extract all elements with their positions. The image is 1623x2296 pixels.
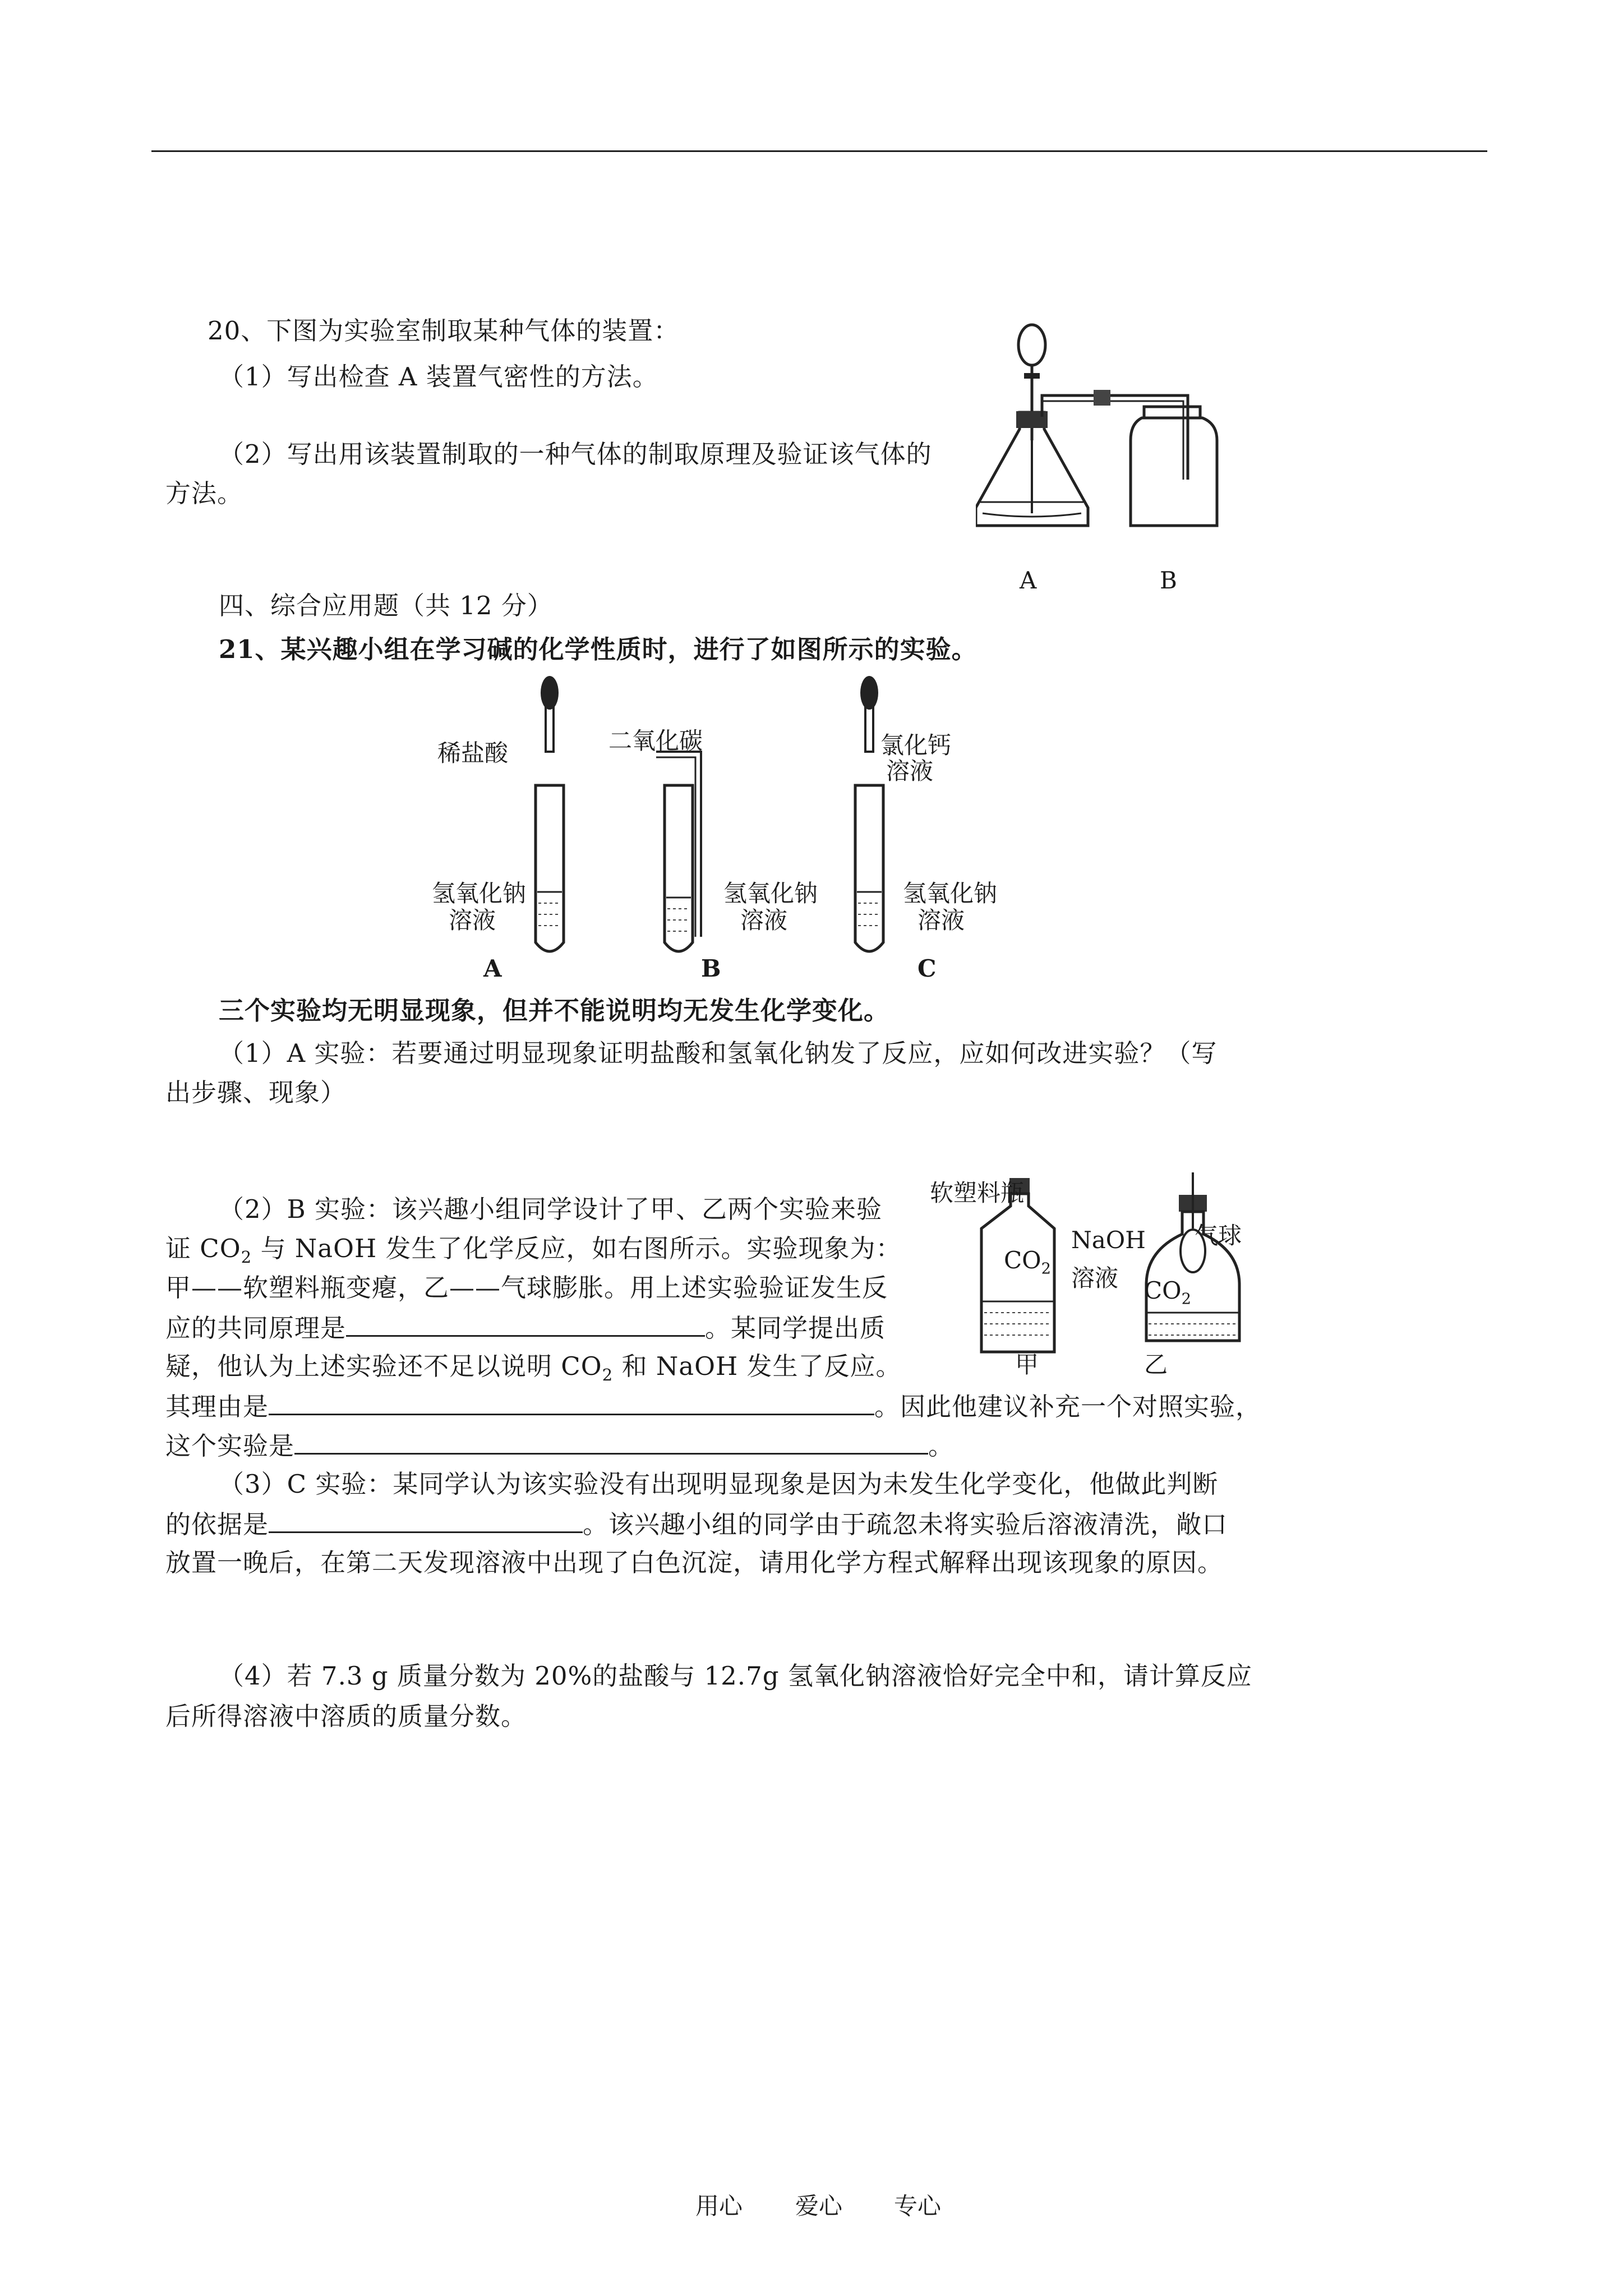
q20-part2-line2: 方法。	[165, 478, 243, 508]
section-title: 四、综合应用题（共 12 分）	[219, 591, 553, 620]
figure-label-a: A	[1020, 567, 1037, 594]
label-naoh-c-2: 溶液	[917, 907, 965, 934]
q21-part2-line4: 应的共同原理是 。某同学提出质	[165, 1310, 886, 1345]
label-naoh-a-1: 氢氧化钠	[432, 880, 527, 907]
q21-part3-line3: 放置一晚后，在第二天发现溶液中出现了白色沉淀，请用化学方程式解释出现该现象的原因。	[165, 1548, 1224, 1577]
q21-part2-line6: 其理由是 。因此他建议补充一个对照实验，	[165, 1389, 1261, 1424]
q21-part2-line3: 甲——软塑料瓶变瘪，乙——气球膨胀。用上述实验验证发生反	[165, 1273, 888, 1303]
label-naoh-b-1: 氢氧化钠	[723, 880, 818, 907]
q20-part2-line1: （2）写出用该装置制取的一种气体的制取原理及验证该气体的	[219, 439, 932, 469]
answer-blank-basis[interactable]	[269, 1507, 583, 1533]
q21-observation: 三个实验均无明显现象，但并不能说明均无发生化学变化。	[219, 996, 890, 1025]
tube-label-a: A	[483, 955, 502, 982]
label-naoh-yi: NaOH	[1071, 1226, 1146, 1254]
label-yi: 乙	[1144, 1351, 1168, 1378]
figure-label-b: B	[1160, 567, 1177, 594]
label-naoh-c-1: 氢氧化钠	[903, 880, 998, 907]
label-balloon: 气球	[1195, 1222, 1242, 1249]
test-tube-figure	[432, 673, 1004, 987]
label-soft-bottle: 软塑料瓶	[930, 1179, 1025, 1207]
gas-apparatus-figure	[976, 311, 1245, 603]
q21-part2-line2: 证 $CO_2$ 与 NaOH 发生了化学反应，如右图所示。实验现象为：	[165, 1234, 902, 1267]
q21-part1-line2: 出步骤、现象）	[165, 1078, 347, 1107]
label-dilute-hcl: 稀盐酸	[437, 739, 509, 767]
q21-part3-line2: 的依据是 。该兴趣小组的同学由于疏忽未将实验后溶液清洗，敞口	[165, 1507, 1228, 1542]
label-solution-yi: 溶液	[1071, 1264, 1119, 1292]
label-naoh-b-2: 溶液	[740, 907, 788, 934]
q20-stem: 20、下图为实验室制取某种气体的装置：	[208, 316, 680, 346]
label-co2-yi: $CO_2$	[1144, 1277, 1191, 1308]
label-naoh-a-2: 溶液	[449, 907, 496, 934]
label-co2-jia: $CO_2$	[1004, 1246, 1051, 1278]
label-jia: 甲	[1015, 1351, 1039, 1378]
label-carbon-dioxide: 二氧化碳	[608, 727, 703, 754]
q21-part2-line1: （2）B 实验：该兴趣小组同学设计了甲、乙两个实验来验	[219, 1194, 883, 1224]
answer-blank-control-experiment[interactable]	[294, 1428, 928, 1455]
footer-word-3: 专心	[894, 2192, 942, 2220]
tube-label-c: C	[917, 955, 937, 982]
q21-part1-line1: （1）A 实验：若要通过明显现象证明盐酸和氢氧化钠发了反应，应如何改进实验？（写	[219, 1038, 1218, 1068]
label-cacl2-2: 溶液	[886, 757, 934, 785]
q20-part1: （1）写出检查 A 装置气密性的方法。	[219, 362, 658, 392]
q21-part4-line1: （4）若 7.3 g 质量分数为 20%的盐酸与 12.7g 氢氧化钠溶液恰好完全中和，请计算反应	[219, 1661, 1252, 1691]
q21-part2-line5: 疑，他认为上述实验还不足以说明 $CO_2$ 和 NaOH 发生了反应。	[165, 1351, 902, 1384]
q21-part4-line2: 后所得溶液中溶质的质量分数。	[165, 1701, 527, 1731]
footer-word-1: 用心	[695, 2192, 743, 2220]
header-rule	[151, 150, 1487, 152]
tube-label-b: B	[701, 955, 721, 982]
footer-word-2: 爱心	[795, 2192, 843, 2220]
q21-stem: 21、某兴趣小组在学习碱的化学性质时，进行了如图所示的实验。	[219, 634, 978, 664]
q21-part2-line7: 这个实验是 。	[165, 1428, 954, 1463]
q21-part3-line1: （3）C 实验：某同学认为该实验没有出现明显现象是因为未发生化学变化，他做此判断	[219, 1469, 1219, 1499]
label-cacl2-1: 氯化钙	[880, 731, 952, 759]
answer-blank-principle[interactable]	[346, 1310, 705, 1337]
answer-blank-reason[interactable]	[269, 1389, 874, 1415]
